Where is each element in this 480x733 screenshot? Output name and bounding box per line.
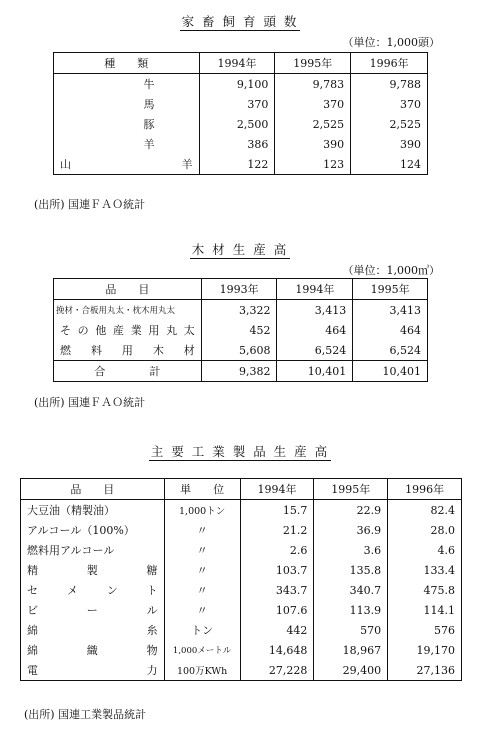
row-label: 大豆油（精製油） (27, 504, 115, 517)
cell: 18,967 (314, 640, 388, 660)
row-label: 山 羊 (60, 158, 193, 171)
cell: 29,400 (314, 660, 388, 681)
table-row (21, 560, 462, 580)
header-cell: 1996年 (351, 53, 428, 74)
cell: 107.6 (240, 600, 314, 620)
unit-cell: 〃 (164, 520, 240, 540)
row-label: 綿 織 物 (27, 644, 158, 657)
row-label: 豚 (143, 118, 155, 131)
cell: 133.4 (388, 560, 462, 580)
unit-cell: 〃 (164, 580, 240, 600)
cell: 82.4 (388, 500, 462, 521)
row-label: 馬 (143, 98, 155, 111)
cell: 2,525 (351, 114, 428, 134)
row-label: アルコール（100%） (27, 524, 135, 537)
table-row (54, 340, 428, 361)
table-row (21, 620, 462, 640)
livestock-unit: （単位：1,000頭） (342, 36, 440, 49)
cell: 22.9 (314, 500, 388, 521)
table-row (21, 540, 462, 560)
cell: 21.2 (240, 520, 314, 540)
unit-cell: 100万KWh (164, 660, 240, 681)
unit-cell: 〃 (164, 600, 240, 620)
total-label: 合 計 (54, 361, 202, 382)
header-cell: 1995年 (275, 53, 351, 74)
industry-table (20, 478, 462, 681)
livestock-table (53, 52, 428, 175)
cell: 5,608 (201, 340, 277, 361)
cell: 9,382 (201, 361, 277, 382)
cell: 475.8 (388, 580, 462, 600)
cell: 576 (388, 620, 462, 640)
cell: 28.0 (388, 520, 462, 540)
table-row (21, 500, 462, 521)
header-cell: 1994年 (277, 279, 353, 300)
cell: 3,322 (201, 300, 277, 321)
row-label: セ メ ン ト (27, 584, 158, 597)
cell: 9,783 (275, 74, 351, 95)
table-row (21, 520, 462, 540)
industry-title: 主 要 工 業 製 品 生 産 高 (150, 444, 330, 459)
row-label: 燃 料 用 木 材 (60, 344, 195, 357)
cell: 6,524 (353, 340, 428, 361)
table-header-row (54, 53, 428, 74)
unit-cell: 1,000メートル (164, 640, 240, 660)
row-label: 羊 (143, 138, 155, 151)
cell: 10,401 (353, 361, 428, 382)
header-cell: 1994年 (240, 479, 314, 500)
table-row (21, 600, 462, 620)
table-header-row (54, 279, 428, 300)
cell: 570 (314, 620, 388, 640)
unit-cell: トン (164, 620, 240, 640)
cell: 4.6 (388, 540, 462, 560)
cell: 123 (275, 154, 351, 175)
table-row (54, 300, 428, 321)
row-label: 挽材・合板用丸太・枕木用丸太 (56, 306, 176, 316)
timber-unit: （単位：1,000㎥） (342, 264, 440, 277)
cell: 122 (199, 154, 275, 175)
table-row (54, 94, 428, 114)
header-cell: 1994年 (199, 53, 275, 74)
timber-source: (出所) 国連ＦＡＯ統計 (34, 396, 146, 409)
cell: 2,525 (275, 114, 351, 134)
row-label: 電 力 (27, 664, 158, 677)
table-header-row (21, 479, 462, 500)
table-row (21, 580, 462, 600)
livestock-source: (出所) 国連ＦＡＯ統計 (34, 198, 146, 211)
table-row (54, 320, 428, 340)
cell: 386 (199, 134, 275, 154)
table-row (54, 114, 428, 134)
cell: 10,401 (277, 361, 353, 382)
cell: 340.7 (314, 580, 388, 600)
cell: 2,500 (199, 114, 275, 134)
cell: 124 (351, 154, 428, 175)
header-cell: 1996年 (388, 479, 462, 500)
cell: 2.6 (240, 540, 314, 560)
cell: 464 (277, 320, 353, 340)
cell: 370 (199, 94, 275, 114)
cell: 36.9 (314, 520, 388, 540)
cell: 103.7 (240, 560, 314, 580)
cell: 343.7 (240, 580, 314, 600)
header-cell: 品 目 (21, 479, 165, 500)
cell: 442 (240, 620, 314, 640)
table-row (54, 154, 428, 175)
row-label: 牛 (143, 78, 155, 91)
cell: 464 (353, 320, 428, 340)
header-cell: 種 類 (54, 53, 200, 74)
cell: 15.7 (240, 500, 314, 521)
table-row (54, 134, 428, 154)
unit-cell: 〃 (164, 560, 240, 580)
livestock-title: 家 畜 飼 育 頭 数 (181, 14, 299, 29)
cell: 19,170 (388, 640, 462, 660)
row-label: 燃料用アルコール (27, 544, 115, 557)
timber-title: 木 材 生 産 高 (191, 242, 289, 257)
table-row (21, 640, 462, 660)
cell: 370 (275, 94, 351, 114)
cell: 390 (351, 134, 428, 154)
cell: 452 (201, 320, 277, 340)
cell: 113.9 (314, 600, 388, 620)
header-cell: 1995年 (314, 479, 388, 500)
cell: 390 (275, 134, 351, 154)
cell: 114.1 (388, 600, 462, 620)
cell: 9,788 (351, 74, 428, 95)
unit-cell: 〃 (164, 540, 240, 560)
header-cell: 単 位 (164, 479, 240, 500)
unit-cell: 1,000トン (164, 500, 240, 521)
cell: 14,648 (240, 640, 314, 660)
header-cell: 品 目 (54, 279, 202, 300)
row-label: 綿 糸 (27, 624, 158, 637)
row-label: ビ ー ル (27, 604, 158, 617)
cell: 3.6 (314, 540, 388, 560)
cell: 3,413 (277, 300, 353, 321)
cell: 27,136 (388, 660, 462, 681)
row-label: その他産業用丸太 (60, 324, 195, 337)
row-label: 精 製 糖 (27, 564, 158, 577)
table-row (54, 74, 428, 95)
cell: 135.8 (314, 560, 388, 580)
timber-table (53, 278, 428, 382)
cell: 3,413 (353, 300, 428, 321)
cell: 6,524 (277, 340, 353, 361)
total-row (54, 361, 428, 382)
cell: 370 (351, 94, 428, 114)
table-row (21, 660, 462, 681)
cell: 27,228 (240, 660, 314, 681)
cell: 9,100 (199, 74, 275, 95)
industry-source: (出所) 国連工業製品統計 (24, 708, 147, 721)
header-cell: 1995年 (353, 279, 428, 300)
header-cell: 1993年 (201, 279, 277, 300)
